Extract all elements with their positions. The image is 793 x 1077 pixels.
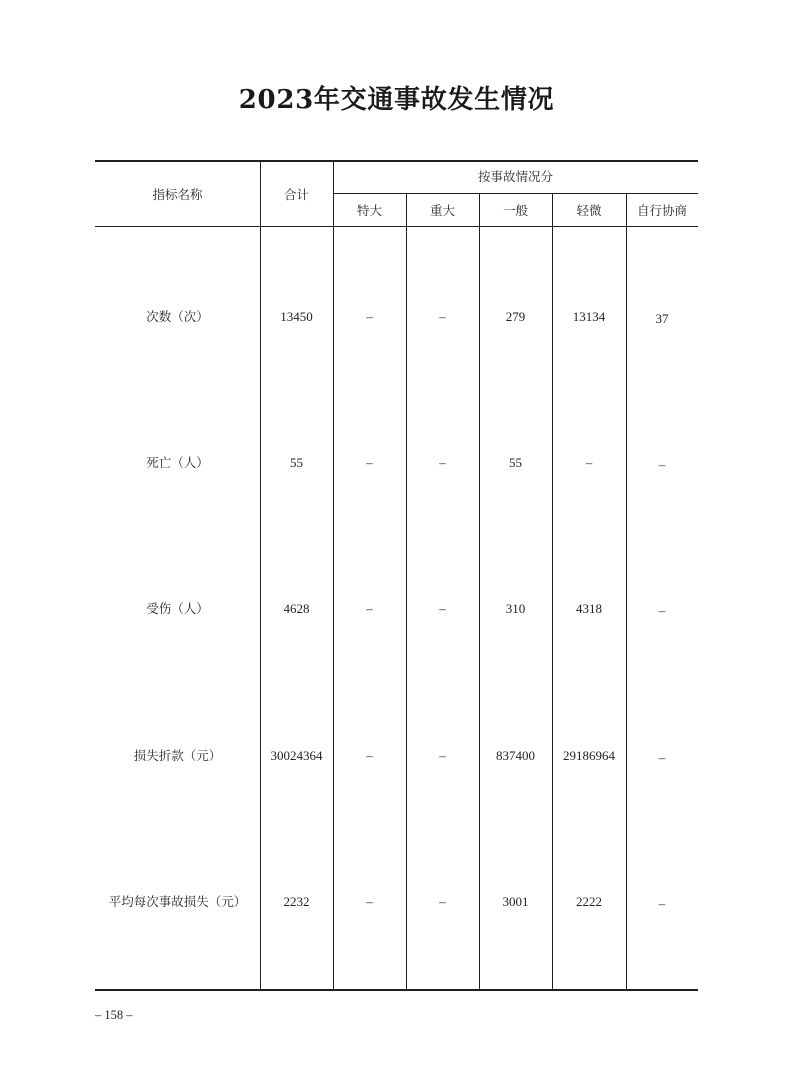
column-divider [333, 161, 334, 990]
row-label: 平均每次事故损失（元） [108, 895, 247, 909]
page-title: 2023年交通事故发生情况 [238, 85, 555, 115]
row-value: 4318 [576, 601, 602, 616]
row-value: – [366, 894, 373, 909]
row-total: 30024364 [270, 748, 323, 763]
header-sub-column: 一般 [502, 204, 528, 218]
row-value: – [658, 603, 666, 618]
row-value: – [658, 896, 666, 911]
row-value: – [366, 748, 373, 763]
row-value: 310 [505, 601, 526, 616]
row-label: 受伤（人） [146, 602, 209, 616]
header-indicator: 指标名称 [152, 188, 203, 202]
row-total: 4628 [283, 601, 310, 616]
row-value: – [658, 750, 666, 765]
row-value: 2222 [576, 894, 602, 909]
row-value: – [439, 748, 446, 763]
row-value: 29186964 [563, 748, 615, 763]
row-value: – [585, 455, 593, 470]
row-value: 55 [509, 455, 522, 470]
row-label: 死亡（人） [146, 456, 209, 470]
page-number: – 158 – [95, 1008, 133, 1022]
table-bottom-rule [95, 989, 698, 991]
row-value: 837400 [496, 748, 535, 763]
row-value: – [366, 601, 373, 616]
row-label: 次数（次） [146, 310, 209, 324]
row-value: 37 [655, 311, 669, 326]
row-total: 2232 [283, 894, 310, 909]
row-value: – [439, 455, 446, 470]
group-header-rule [333, 193, 698, 194]
header-total: 合计 [283, 188, 309, 202]
row-value: – [439, 309, 446, 324]
column-divider [260, 161, 261, 990]
header-sub-column: 轻微 [576, 204, 602, 218]
row-value: 3001 [502, 894, 529, 909]
row-value: 13134 [572, 309, 606, 324]
header-sub-column: 自行协商 [636, 204, 687, 218]
row-total: 55 [290, 455, 303, 470]
header-sub-column: 特大 [356, 204, 382, 218]
row-value: – [366, 309, 373, 324]
row-value: – [439, 601, 446, 616]
row-value: – [658, 457, 666, 472]
row-label: 损失折款（元） [133, 749, 222, 763]
table-top-rule [95, 160, 698, 162]
row-value: – [439, 894, 446, 909]
row-value: 279 [505, 309, 526, 324]
row-value: – [366, 455, 373, 470]
header-bottom-rule [95, 226, 698, 227]
header-group: 按事故情况分 [477, 170, 553, 184]
header-sub-column: 重大 [429, 204, 455, 218]
row-total: 13450 [280, 309, 313, 324]
